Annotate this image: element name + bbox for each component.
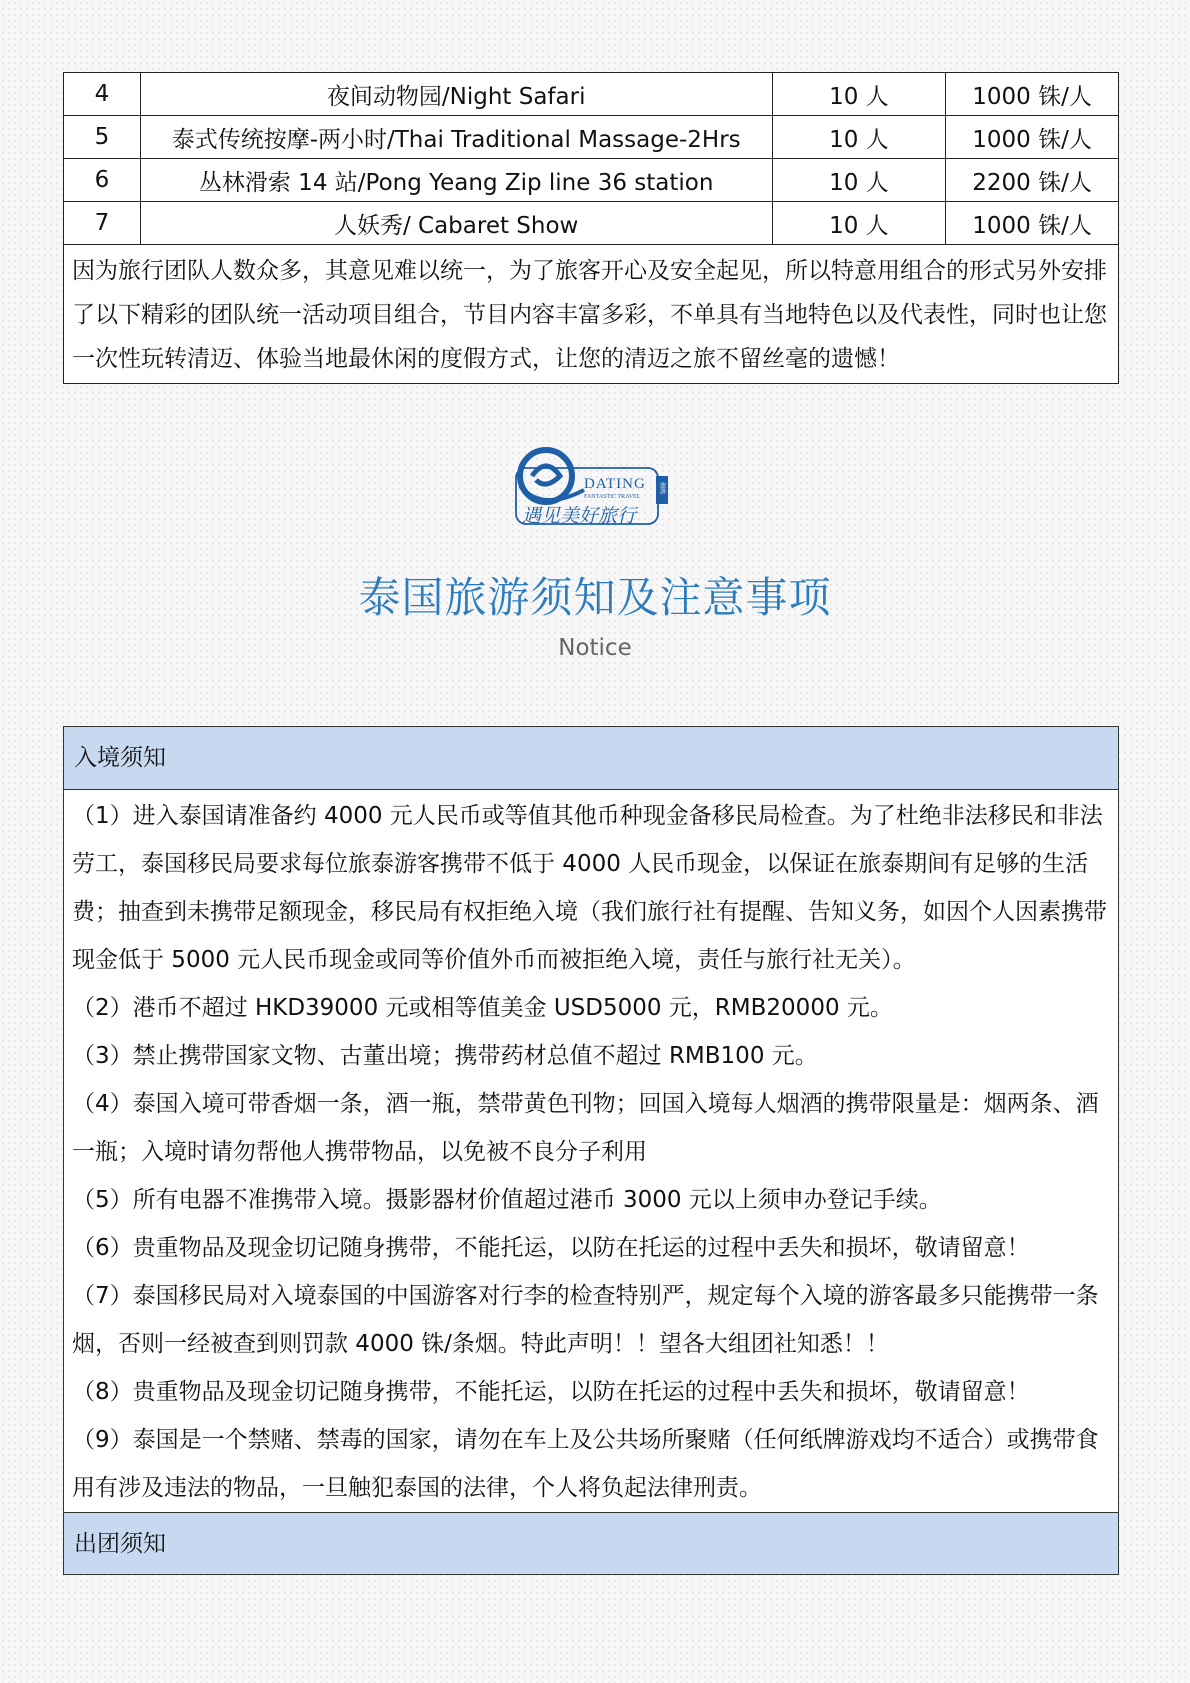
logo-chinese-text: 遇见美好旅行 [522, 505, 637, 527]
list-item: （5）所有电器不准携带入境。摄影器材价值超过港币 3000 元以上须申办登记手续。 [72, 1187, 942, 1213]
dating-travel-logo [512, 446, 672, 542]
activity-price: 1000 铢/人 [946, 116, 1119, 159]
activity-number: 7 [64, 202, 141, 245]
table-row [64, 116, 1119, 159]
activities-table [63, 72, 1119, 384]
page-subtitle: Notice [558, 635, 632, 661]
activity-price: 2200 铢/人 [946, 159, 1119, 202]
activity-people: 10 人 [772, 116, 946, 159]
list-item: （1）进入泰国请准备约 4000 元人民币或等值其他币种现金备移民局检查。为了杜绝非法移民和非法劳工，泰国移民局要求每位旅泰游客携带不低于 4000 人民币现金，以保证在旅泰期间有足够的生活费；抽查到未携带足额现金，移民局有权拒绝入境（我们旅行社有提醒、告知义务，如因个人因素携带现金低于 5000 元人民币现金或同等价值外币而被拒绝入境，责任与旅行社无关）。 [72, 803, 1107, 973]
table-note: 因为旅行团队人数众多，其意见难以统一，为了旅客开心及安全起见，所以特意用组合的形式另外安排了以下精彩的团队统一活动项目组合，节目内容丰富多彩，不单具有当地特色以及代表性，同时也让您一次性玩转清迈、体验当地最休闲的度假方式，让您的清迈之旅不留丝毫的遗憾！ [64, 245, 1119, 384]
section-heading-entry: 入境须知 [64, 727, 1118, 789]
table-row [64, 73, 1119, 116]
activity-name: 夜间动物园/Night Safari [140, 73, 772, 116]
activity-name: 丛林滑索 14 站/Pong Yeang Zip line 36 station [140, 159, 772, 202]
list-item: （9）泰国是一个禁赌、禁毒的国家，请勿在车上及公共场所聚赌（任何纸牌游戏均不适合）或携带食用有涉及违法的物品，一旦触犯泰国的法律，个人将负起法律刑责。 [72, 1427, 1099, 1501]
activity-people: 10 人 [772, 202, 946, 245]
table-row [64, 202, 1119, 245]
list-item: （8）贵重物品及现金切记随身携带，不能托运，以防在托运的过程中丢失和损坏，敬请留意！ [72, 1379, 1030, 1405]
logo-seal-text: 旅游 [658, 482, 666, 494]
activity-name: 人妖秀/ Cabaret Show [140, 202, 772, 245]
list-item: （3）禁止携带国家文物、古董出境；携带药材总值不超过 RMB100 元。 [72, 1043, 818, 1069]
notice-table [63, 726, 1119, 1575]
activity-price: 1000 铢/人 [946, 73, 1119, 116]
activity-name: 泰式传统按摩-两小时/Thai Traditional Massage-2Hrs [140, 116, 772, 159]
activity-people: 10 人 [772, 159, 946, 202]
activity-number: 6 [64, 159, 141, 202]
list-item: （6）贵重物品及现金切记随身携带，不能托运，以防在托运的过程中丢失和损坏，敬请留意！ [72, 1235, 1030, 1261]
activity-people: 10 人 [772, 73, 946, 116]
logo-brand-text: DATING [584, 476, 646, 492]
entry-items [64, 789, 1118, 1512]
logo-tagline-text: FANTASTIC TRAVEL [584, 494, 641, 500]
section-heading-departure: 出团须知 [64, 1512, 1118, 1574]
list-item: （4）泰国入境可带香烟一条，酒一瓶，禁带黄色刊物；回国入境每人烟酒的携带限量是：烟两条、酒一瓶；入境时请勿帮他人携带物品，以免被不良分子利用 [72, 1091, 1099, 1165]
table-row [64, 159, 1119, 202]
list-item: （7）泰国移民局对入境泰国的中国游客对行李的检查特别严，规定每个入境的游客最多只能携带一条烟，否则一经被查到则罚款 4000 铢/条烟。特此声明！！望各大组团社知悉！！ [72, 1283, 1099, 1357]
activity-number: 5 [64, 116, 141, 159]
table-note-row [64, 245, 1119, 384]
activity-number: 4 [64, 73, 141, 116]
page-title: 泰国旅游须知及注意事项 [358, 573, 832, 622]
list-item: （2）港币不超过 HKD39000 元或相等值美金 USD5000 元，RMB20000 元。 [72, 995, 893, 1021]
activity-price: 1000 铢/人 [946, 202, 1119, 245]
